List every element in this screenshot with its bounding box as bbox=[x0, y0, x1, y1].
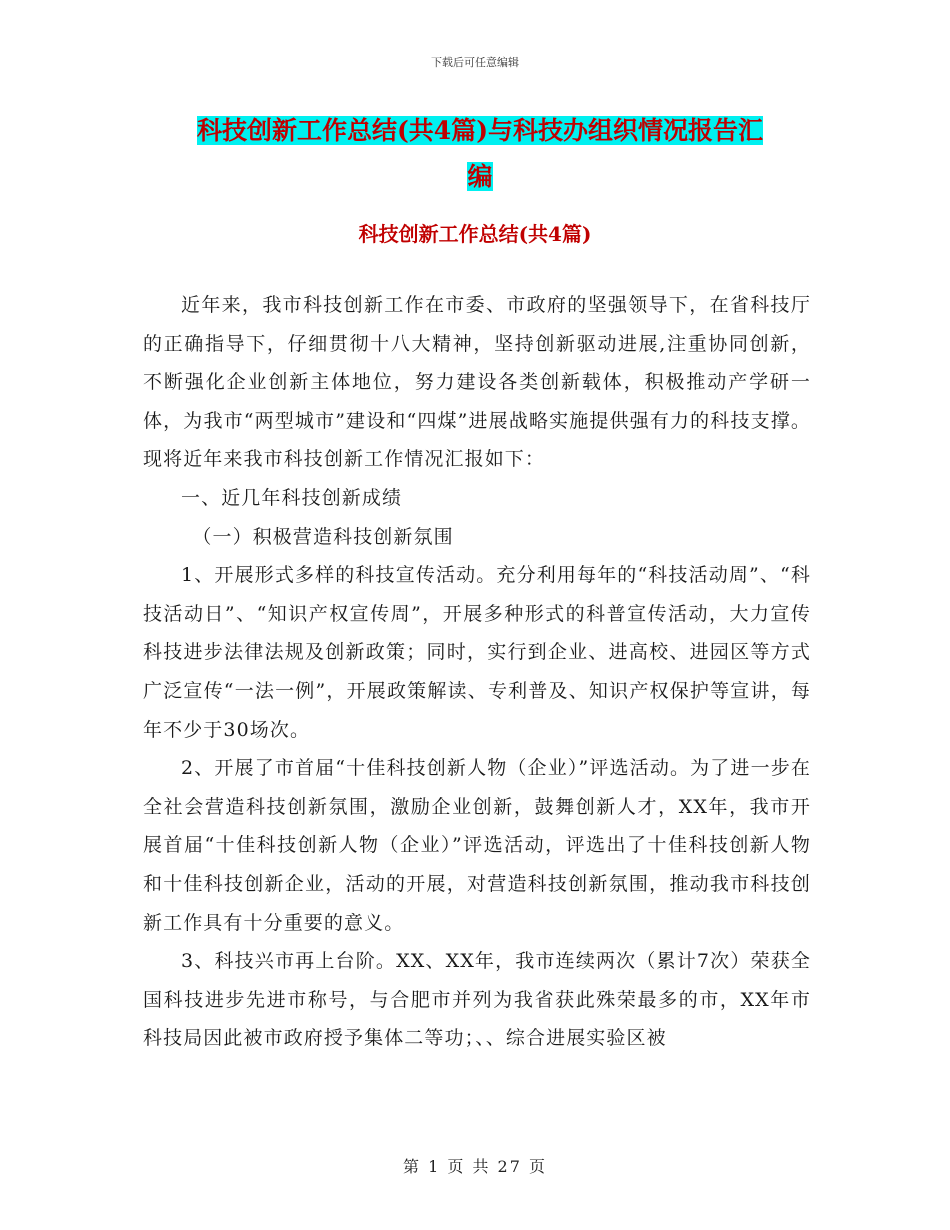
heading-section-1: 一、近几年科技创新成绩 bbox=[181, 486, 403, 509]
paragraph-item-2: 2、开展了市首届“十佳科技创新人物（企业）”评选活动。为了进一步在全社会营造科技创新氛围，激励企业创新，鼓舞创新人才，XX年，我市开展首届“十佳科技创新人物（企业）”评选活动，评选出了十佳科技创新人物和十佳科技创新企业，活动的开展，对营造科技创新氛围，推动我市科技创新工作具有十分重要的意义。 bbox=[143, 757, 811, 934]
paragraph-item-1: 1、开展形式多样的科技宣传活动。充分利用每年的“科技活动周”、“科技活动日”、“知识产权宣传周”，开展多种形式的科普宣传活动，大力宣传科技进步法律法规及创新政策；同时，实行到企业、进高校、进园区等方式广泛宣传“一法一例”，开展政策解读、专利普及、知识产权保护等宣讲，每年不少于30场次。 bbox=[143, 564, 811, 741]
heading-subsection-1: （一）积极营造科技创新氛围 bbox=[192, 525, 454, 548]
document-title-line-2: 编 bbox=[467, 162, 493, 191]
paragraph-item-3: 3、科技兴市再上台阶。XX、XX年，我市连续两次（累计7次）荣获全国科技进步先进市称号，与合肥市并列为我省获此殊荣最多的市，XX年市科技局因此被市政府授予集体二等功；、、综合进展实验区被 bbox=[143, 950, 811, 1050]
page-number-footer: 第 1 页 共 27 页 bbox=[403, 1157, 547, 1176]
document-body bbox=[143, 286, 811, 1058]
document-title bbox=[140, 108, 820, 200]
document-title-line-1: 科技创新工作总结(共4篇)与科技办组织情况报告汇 bbox=[196, 116, 764, 145]
header-note: 下载后可任意编辑 bbox=[431, 56, 519, 69]
section-title: 科技创新工作总结(共4篇) bbox=[358, 222, 592, 246]
paragraph-intro: 近年来，我市科技创新工作在市委、市政府的坚强领导下，在省科技厅的正确指导下，仔细贯彻十八大精神，坚持创新驱动进展,注重协同创新，不断强化企业创新主体地位，努力建设各类创新载体，积极推动产学研一体，为我市“两型城市”建设和“四煤”进展战略实施提供强有力的科技支撑。现将近年来我市科技创新工作情况汇报如下： bbox=[143, 294, 811, 471]
